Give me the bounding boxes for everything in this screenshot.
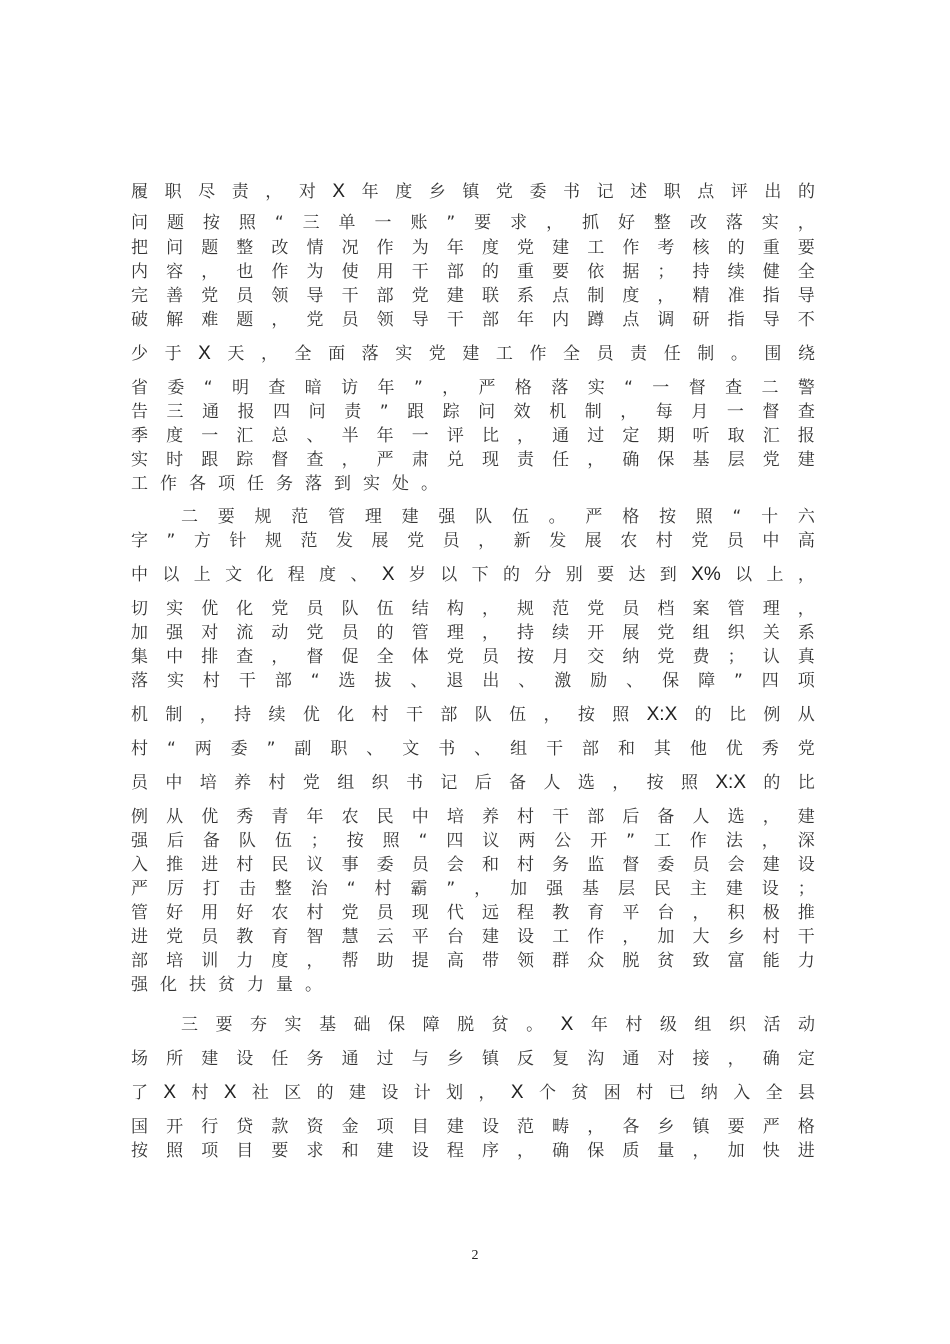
text-line: 少 于 X 天 ， 全 面 落 实 党 建 工 作 全 员 责 任 制 。 围 绕: [131, 343, 815, 364]
text-line: 强 后 备 队 伍 ； 按 照 “ 四 议 两 公 开 ” 工 作 法 ， 深: [131, 831, 815, 851]
text-line: 中 以 上 文 化 程 度 、 X 岁 以 下 的 分 别 要 达 到 X% 以 上 ，: [131, 564, 815, 585]
text-line: 集 中 排 查 ， 督 促 全 体 党 员 按 月 交 纳 党 费 ； 认 真: [131, 647, 815, 667]
text-line: 按 照 项 目 要 求 和 建 设 程 序 ， 确 保 质 量 ， 加 快 进: [131, 1141, 815, 1161]
text-line: 破 解 难 题 ， 党 员 领 导 干 部 年 内 蹲 点 调 研 指 导 不: [131, 310, 815, 330]
text-line: 部 培 训 力 度 ， 帮 助 提 高 带 领 群 众 脱 贫 致 富 能 力: [131, 951, 815, 971]
text-line: 切 实 优 化 党 员 队 伍 结 构 ， 规 范 党 员 档 案 管 理 ，: [131, 599, 815, 619]
text-line: 季 度 一 汇 总 、 半 年 一 评 比 ， 通 过 定 期 听 取 汇 报: [131, 426, 815, 446]
text-line: 省 委 “ 明 查 暗 访 年 ” ， 严 格 落 实 “ 一 督 查 二 警: [131, 378, 815, 398]
text-line: 履 职 尽 责 ， 对 X 年 度 乡 镇 党 委 书 记 述 职 点 评 出 的: [131, 181, 815, 202]
text-line: 村 “ 两 委 ” 副 职 、 文 书 、 组 干 部 和 其 他 优 秀 党: [131, 739, 815, 759]
text-line: 管 好 用 好 农 村 党 员 现 代 远 程 教 育 平 台 ， 积 极 推: [131, 903, 815, 923]
text-line: 把 问 题 整 改 情 况 作 为 年 度 党 建 工 作 考 核 的 重 要: [131, 238, 815, 258]
text-line: 工 作 各 项 任 务 落 到 实 处 。: [131, 474, 438, 494]
text-line: 场 所 建 设 任 务 通 过 与 乡 镇 反 复 沟 通 对 接 ， 确 定: [131, 1049, 815, 1069]
text-line: 例 从 优 秀 青 年 农 民 中 培 养 村 干 部 后 备 人 选 ， 建: [131, 807, 815, 827]
text-line: 二 要 规 范 管 理 建 强 队 伍 。 严 格 按 照 “ 十 六: [181, 507, 815, 527]
text-line: 了 X 村 X 社 区 的 建 设 计 划 ， X 个 贫 困 村 已 纳 入 全 县: [131, 1082, 815, 1103]
text-line: 员 中 培 养 村 党 组 织 书 记 后 备 人 选 ， 按 照 X:X 的 比: [131, 772, 815, 793]
text-line: 严 厉 打 击 整 治 “ 村 霸 ” ， 加 强 基 层 民 主 建 设 ；: [131, 879, 815, 899]
text-line: 问 题 按 照 “ 三 单 一 账 ” 要 求 ， 抓 好 整 改 落 实 ，: [131, 213, 815, 233]
text-line: 实 时 跟 踪 督 查 ， 严 肃 兑 现 责 任 ， 确 保 基 层 党 建: [131, 450, 815, 470]
text-line: 字 ” 方 针 规 范 发 展 党 员 ， 新 发 展 农 村 党 员 中 高: [131, 531, 815, 551]
text-line: 告 三 通 报 四 问 责 ” 跟 踪 问 效 机 制 ， 每 月 一 督 查: [131, 402, 815, 422]
text-line: 进 党 员 教 育 智 慧 云 平 台 建 设 工 作 ， 加 大 乡 村 干: [131, 927, 815, 947]
text-line: 入 推 进 村 民 议 事 委 员 会 和 村 务 监 督 委 员 会 建 设: [131, 855, 815, 875]
text-line: 内 容 ， 也 作 为 使 用 干 部 的 重 要 依 据 ； 持 续 健 全: [131, 262, 815, 282]
text-line: 加 强 对 流 动 党 员 的 管 理 ， 持 续 开 展 党 组 织 关 系: [131, 623, 815, 643]
text-line: 完 善 党 员 领 导 干 部 党 建 联 系 点 制 度 ， 精 准 指 导: [131, 286, 815, 306]
text-line: 三 要 夯 实 基 础 保 障 脱 贫 。 X 年 村 级 组 织 活 动: [181, 1014, 815, 1035]
text-line: 强 化 扶 贫 力 量 。: [131, 975, 322, 995]
text-line: 落 实 村 干 部 “ 选 拔 、 退 出 、 激 励 、 保 障 ” 四 项: [131, 671, 815, 691]
text-line: 国 开 行 贷 款 资 金 项 目 建 设 范 畴 ， 各 乡 镇 要 严 格: [131, 1117, 815, 1137]
page-number: 2: [471, 1248, 479, 1263]
text-line: 机 制 ， 持 续 优 化 村 干 部 队 伍 ， 按 照 X:X 的 比 例 从: [131, 704, 815, 725]
